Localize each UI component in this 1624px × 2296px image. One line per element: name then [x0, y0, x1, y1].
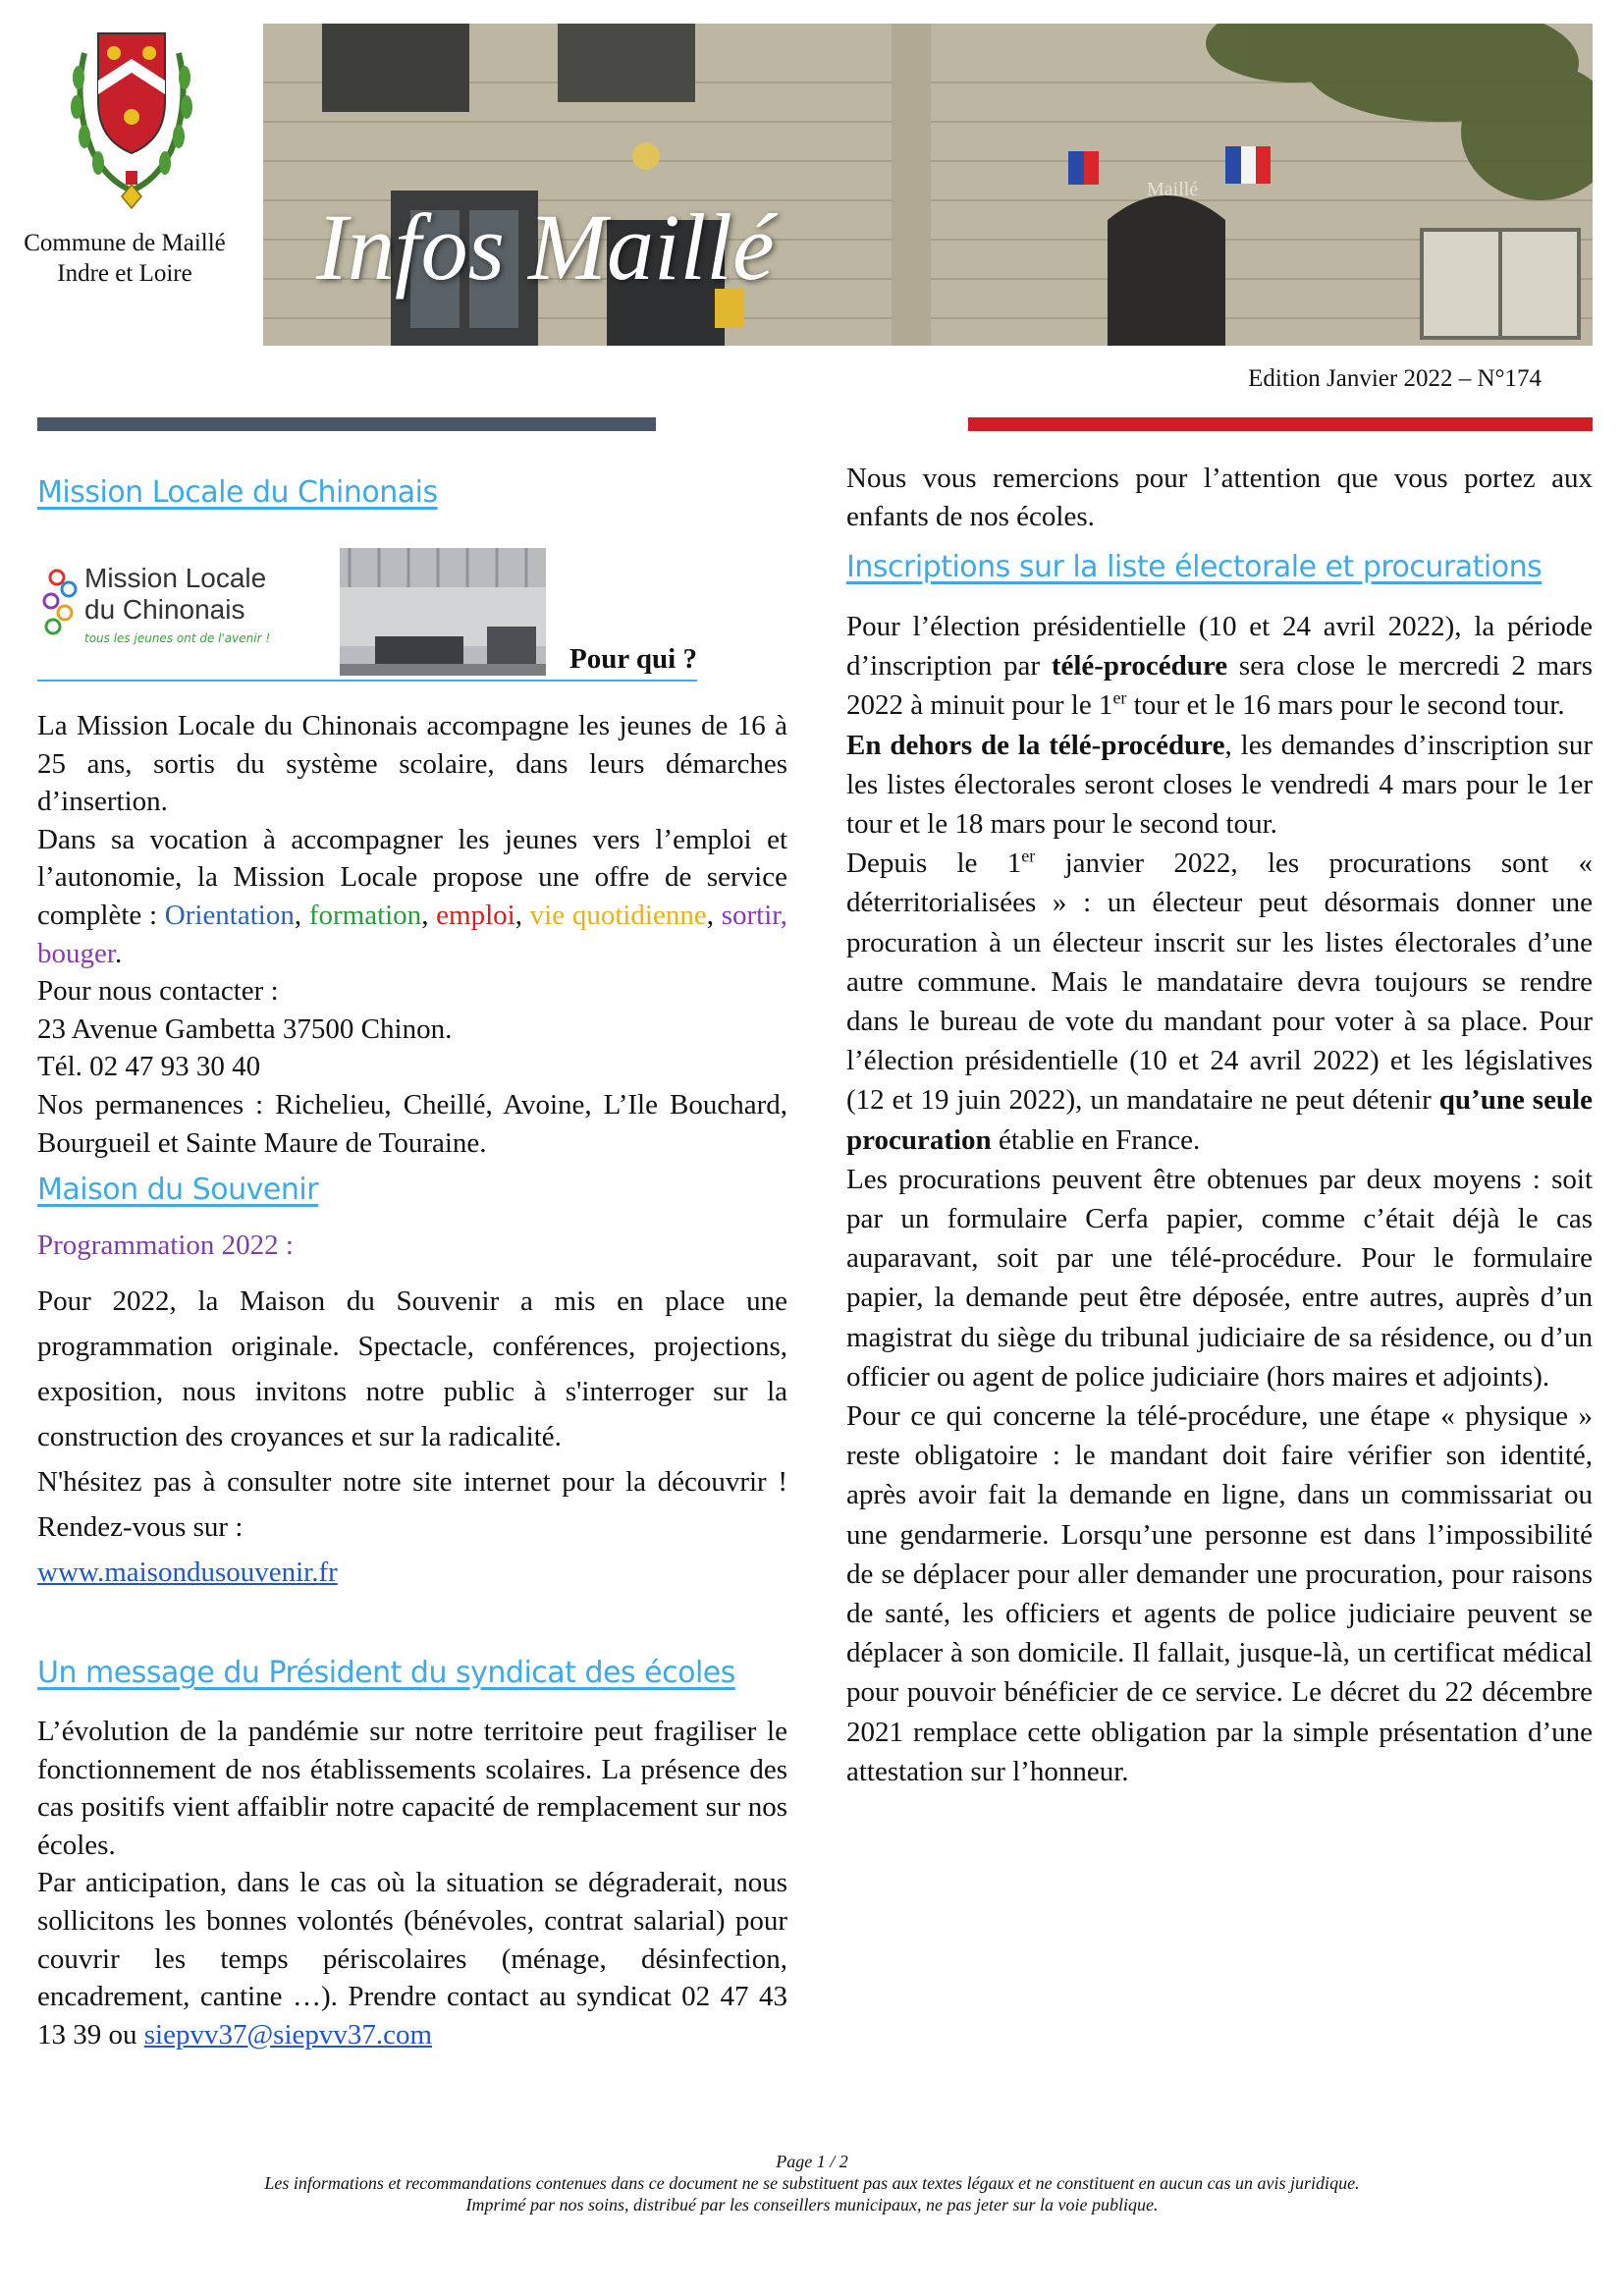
- syndicat-paragraph-2: [37, 1864, 787, 2053]
- souvenir-body: [37, 1279, 787, 1595]
- thanks-paragraph: Nous vous remercions pour l’attention que vous portez aux enfants de nos écoles.: [846, 463, 1593, 532]
- logo-line-1: Mission Locale: [84, 563, 267, 593]
- commune-line-1: Commune de Maillé: [24, 230, 226, 256]
- souvenir-heading: Maison du Souvenir: [37, 1173, 319, 1207]
- syndicat-body: [37, 1713, 787, 2053]
- souvenir-paragraph-1: Pour 2022, la Maison du Souvenir a mis en place une programmation originale. Spectacle, conférences, projections, exposition, nous invitons notre public à s'interroger sur la construction des croyances et sur la radicalité.: [37, 1285, 787, 1452]
- photo-sign-text: Maillé: [1147, 179, 1199, 200]
- syndicat-heading: Un message du Président du syndicat des écoles: [37, 1656, 735, 1690]
- page-footer: [0, 2151, 1624, 2215]
- p3-part-c: établie en France.: [991, 1123, 1201, 1156]
- edition-label: Edition Janvier 2022 – N°174: [1248, 365, 1542, 392]
- elections-body: [846, 607, 1593, 1791]
- p3-part-b: janvier 2022, les procurations sont « déterritorialisées » : un électeur peut désormais donner une procuration à un électeur inscrit sur les listes électorales d’une autre commune. Mais le mandataire devra toujours se rendre dans le bureau de vote du mandant pour voter à sa place. Pour l’élection présidentielle (10 et 24 avril 2022) et les législatives (12 et 19 juin 2022), un mandataire ne peut détenir: [846, 847, 1593, 1117]
- pour-qui-label: Pour qui ?: [37, 643, 697, 682]
- mission-paragraph-2: Dans sa vocation à accompagner les jeunes vers l’emploi et l’autonomie, la Mission Locale propose une offre de service complète : Orientation, formation, emploi, vie quotidienne, sortir, bouger.: [37, 823, 788, 969]
- p3-bold: qu’une seule procuration: [846, 1084, 1593, 1156]
- mission-paragraph-1: La Mission Locale du Chinonais accompagne les jeunes de 16 à 25 ans, sortis du système scolaire, dans leurs démarches d’insertion.: [37, 710, 787, 818]
- logo-tagline: tous les jeunes ont de l'avenir !: [84, 631, 271, 645]
- souvenir-website-link[interactable]: www.maisondusouvenir.fr: [37, 1557, 338, 1588]
- souvenir-subheading: Programmation 2022 :: [37, 1230, 294, 1261]
- word-sortir-bouger: sortir, bouger: [37, 899, 788, 969]
- commune-crest-logo: [63, 24, 200, 210]
- mission-body: [37, 707, 787, 1162]
- thanks-text: [846, 460, 1593, 535]
- mission-heading: Mission Locale du Chinonais: [37, 475, 438, 510]
- contact-address: 23 Avenue Gambetta 37500 Chinon.: [37, 1012, 453, 1045]
- elections-heading: Inscriptions sur la liste électorale et procurations: [846, 550, 1543, 584]
- p1-part-c: sera close le mercredi 2 mars 2022 à minuit pour le 1: [846, 650, 1593, 722]
- footer-disclaimer: Les informations et recommandations contenues dans ce document ne se substituent pas aux textes légaux et ne constituent en aucun cas un avis juridique.: [264, 2173, 1360, 2193]
- word-vie-quotidienne: vie quotidienne: [529, 899, 707, 931]
- word-orientation: Orientation: [164, 899, 295, 931]
- elections-paragraph-3: [846, 844, 1593, 1160]
- syndicat-email-link[interactable]: siepvv37@siepvv37.com: [143, 2018, 433, 2050]
- page-number: Page 1 / 2: [776, 2152, 848, 2171]
- p2-bold: En dehors de la télé-procédure: [846, 729, 1225, 761]
- mission-locale-logo: [37, 548, 302, 656]
- souvenir-paragraph-2: N'hésitez pas à consulter notre site internet pour la découvrir ! Rendez-vous sur :: [37, 1466, 787, 1543]
- syndicat-paragraph-1: L’évolution de la pandémie sur notre territoire peut fragiliser le fonctionnement de nos établissements scolaires. La présence des cas positifs vient affaiblir notre capacité de remplacement sur nos écoles.: [37, 1716, 787, 1861]
- footer-distribution-note: Imprimé par nos soins, distribué par les conseillers municipaux, ne pas jeter sur la voie publique.: [465, 2195, 1159, 2214]
- mission-locale-logo-mark: [37, 548, 302, 656]
- p3-sup: er: [1021, 846, 1036, 866]
- permanences-text: Nos permanences : Richelieu, Cheillé, Avoine, L’Ile Bouchard, Bourgueil et Sainte Maure de Touraine.: [37, 1088, 787, 1159]
- elections-paragraph-5: Pour ce qui concerne la télé-procédure, une étape « physique » reste obligatoire : le mandant doit faire vérifier son identité, après avoir fait la demande en ligne, dans un commissariat ou une gendarmerie. Lorsqu’une personne est dans l’impossibilité de se déplacer pour aller demander une procuration, pour raisons de santé, les officiers et agents de police judiciaire peuvent se déplacer à son domicile. Il fallait, jusque-là, un certificat médical pour pouvoir bénéficier de ce service. Le décret du 22 décembre 2021 remplace cette obligation par la simple présentation d’une attestation sur l’honneur.: [846, 1400, 1593, 1787]
- elections-paragraph-1: [846, 607, 1593, 726]
- commune-line-2: Indre et Loire: [57, 260, 192, 287]
- right-divider-bar: [968, 417, 1593, 431]
- elections-paragraph-2: [846, 726, 1593, 845]
- p3-part-a: Depuis le 1: [846, 847, 1022, 880]
- word-formation: formation: [308, 899, 422, 931]
- contact-phone: Tél. 02 47 93 30 40: [37, 1051, 261, 1083]
- p1-part-d: tour et le 16 mars pour le second tour.: [1126, 689, 1565, 722]
- p1-part-a: Pour l’élection présidentielle (10 et 24 avril 2022), la période d’inscription par: [846, 611, 1593, 683]
- p2-part-c: , les demandes d’inscription sur les listes électorales seront closes le vendredi 4 mars pour le 1er tour et le 18 mars pour le second tour.: [846, 729, 1593, 841]
- mission-offer-intro: Dans sa vocation à accompagner les jeunes vers l’emploi et l’autonomie, la Mission Locale propose une offre de service complète :: [37, 823, 787, 931]
- contact-label: Pour nous contacter :: [37, 975, 279, 1008]
- commune-name: [18, 228, 232, 289]
- p1-bold: télé-procédure: [1051, 650, 1228, 683]
- logo-line-2: du Chinonais: [84, 594, 245, 625]
- newsletter-title: Infos Maillé: [316, 194, 775, 300]
- syndicat-paragraph-2-text: Par anticipation, dans le cas où la situation se dégraderait, nous sollicitons les bonnes volontés (bénévoles, contrat salarial) pour couvrir les temps périscolaires (ménage, désinfection, encadrement, cantine …). Prendre contact au syndicat 02 47 43 13 39 ou: [37, 1867, 787, 2050]
- elections-paragraph-4: Les procurations peuvent être obtenues par deux moyens : soit par un formulaire Cerfa papier, comme c’était déjà le cas auparavant, soit par une télé-procédure. Pour le formulaire papier, la demande peut être déposée, entre autres, auprès d’un magistrat du siège du tribunal judiciaire de sa résidence, ou d’un officier ou agent de police judiciaire (hors maires et adjoints).: [846, 1163, 1593, 1393]
- p1-sup: er: [1112, 687, 1127, 708]
- word-emploi: emploi: [436, 899, 515, 931]
- left-divider-bar: [37, 417, 656, 431]
